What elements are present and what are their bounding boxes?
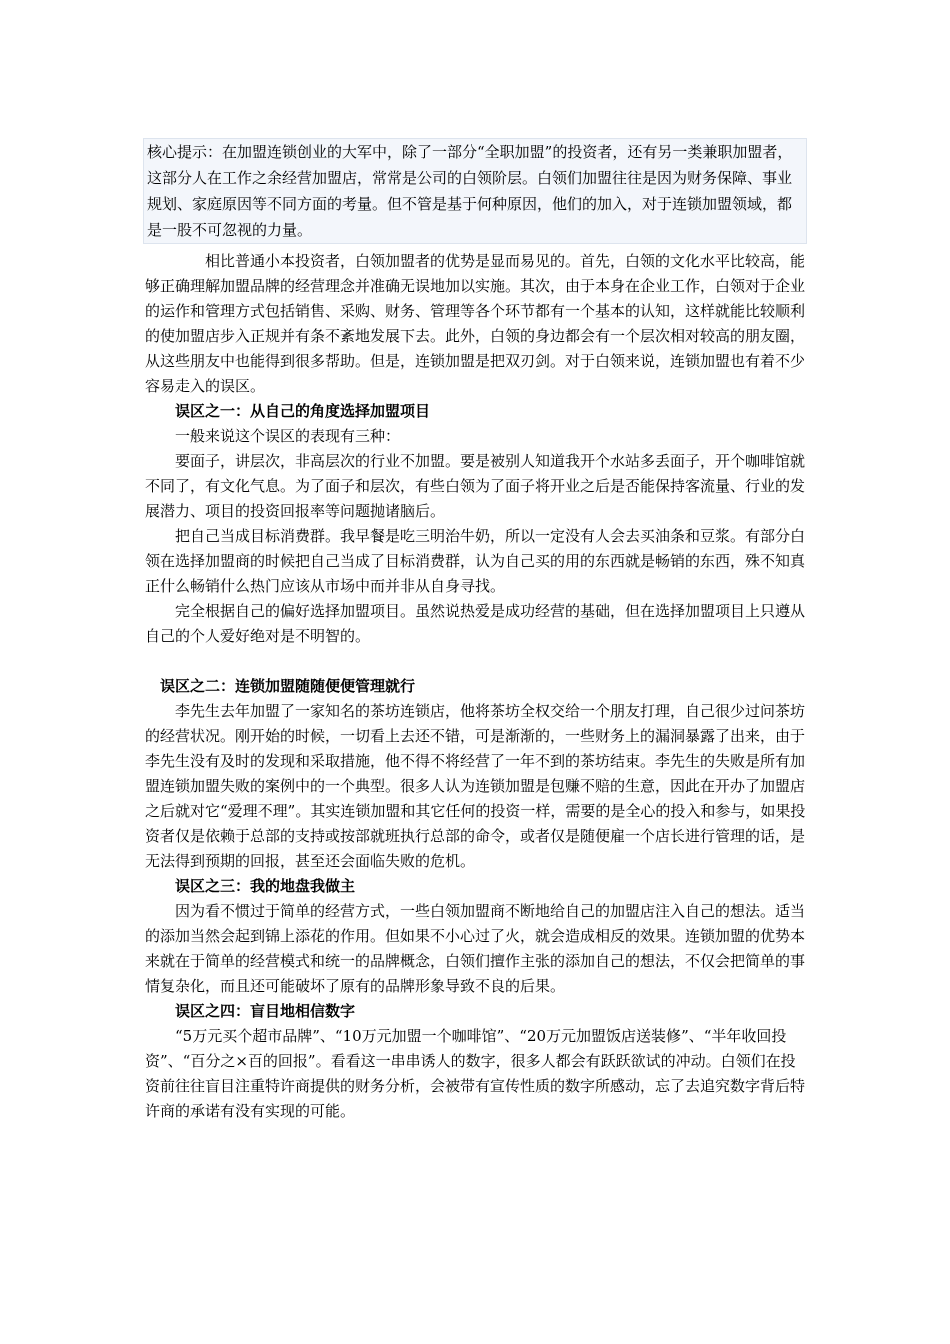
section-heading-1: 误区之一：从自己的角度选择加盟项目	[175, 402, 431, 420]
paragraph: 完全根据自己的偏好选择加盟项目。虽然说热爱是成功经营的基础，但在选择加盟项目上只遵从自己的个人爱好绝对是不明智的。	[145, 602, 806, 645]
paragraph: 一般来说这个误区的表现有三种：	[175, 427, 401, 445]
spacer	[145, 649, 810, 674]
paragraph: “5万元买个超市品牌”、“10万元加盟一个咖啡馆”、“20万元加盟饭店送装修”、“半年收回投资”、“百分之×百的回报”。看看这一串串诱人的数字，很多人都会有跃跃欲试的冲动。白领们在投资前往往盲目注重特许商提供的财务分析，会被带有宣传性质的数字所感动，忘了去追究数字背后特许商的承诺有没有实现的可能。	[145, 1027, 806, 1120]
paragraph: 把自己当成目标消费群。我早餐是吃三明治牛奶，所以一定没有人会去买油条和豆浆。有部分白领在选择加盟商的时候把自己当成了目标消费群，认为自己买的用的东西就是畅销的东西，殊不知真正什么畅销什么热门应该从市场中而并非从自身寻找。	[145, 527, 806, 595]
paragraph: 李先生去年加盟了一家知名的茶坊连锁店，他将茶坊全权交给一个朋友打理，自己很少过问茶坊的经营状况。刚开始的时候，一切看上去还不错，可是渐渐的，一些财务上的漏洞暴露了出来，由于李先生没有及时的发现和采取措施，他不得不将经营了一年不到的茶坊结束。李先生的失败是所有加盟连锁加盟失败的案例中的一个典型。很多人认为连锁加盟是包赚不赔的生意，因此在开办了加盟店之后就对它“爱理不理”。其实连锁加盟和其它任何的投资一样，需要的是全心的投入和参与，如果投资者仅是依赖于总部的支持或按部就班执行总部的命令，或者仅是随便雇一个店长进行管理的话，是无法得到预期的回报，甚至还会面临失败的危机。	[145, 702, 806, 870]
summary-box	[143, 138, 807, 244]
intro-paragraph: 相比普通小本投资者，白领加盟者的优势是显而易见的。首先，白领的文化水平比较高，能够正确理解加盟品牌的经营理念并准确无误地加以实施。其次，由于本身在企业工作，白领对于企业的运作和管理方式包括销售、采购、财务、管理等各个环节都有一个基本的认知，这样就能比较顺利的使加盟店步入正规并有条不紊地发展下去。此外，白领的身边都会有一个层次相对较高的朋友圈，从这些朋友中也能得到很多帮助。但是，连锁加盟是把双刃剑。对于白领来说，连锁加盟也有着不少容易走入的误区。	[145, 252, 806, 395]
section-heading-3: 误区之三：我的地盘我做主	[175, 877, 356, 895]
article-body	[145, 249, 810, 1124]
paragraph: 要面子，讲层次，非高层次的行业不加盟。要是被别人知道我开个水站多丢面子，开个咖啡馆就不同了，有文化气息。为了面子和层次，有些白领为了面子将开业之后是否能保持客流量、行业的发展潜力、项目的投资回报率等问题抛诸脑后。	[145, 452, 806, 520]
section-heading-2: 误区之二：连锁加盟随随便便管理就行	[160, 677, 416, 695]
paragraph: 因为看不惯过于简单的经营方式，一些白领加盟商不断地给自己的加盟店注入自己的想法。适当的添加当然会起到锦上添花的作用。但如果不小心过了火，就会造成相反的效果。连锁加盟的优势本来就在于简单的经营模式和统一的品牌概念，白领们擅作主张的添加自己的想法，不仅会把简单的事情复杂化，而且还可能破坏了原有的品牌形象导致不良的后果。	[145, 902, 806, 995]
section-heading-4: 误区之四：盲目地相信数字	[175, 1002, 356, 1020]
summary-text: 核心提示：在加盟连锁创业的大军中，除了一部分“全职加盟”的投资者，还有另一类兼职加盟者，这部分人在工作之余经营加盟店，常常是公司的白领阶层。白领们加盟往往是因为财务保障、事业规划、家庭原因等不同方面的考量。但不管是基于何种原因，他们的加入，对于连锁加盟领域，都是一股不可忽视的力量。	[147, 143, 793, 239]
